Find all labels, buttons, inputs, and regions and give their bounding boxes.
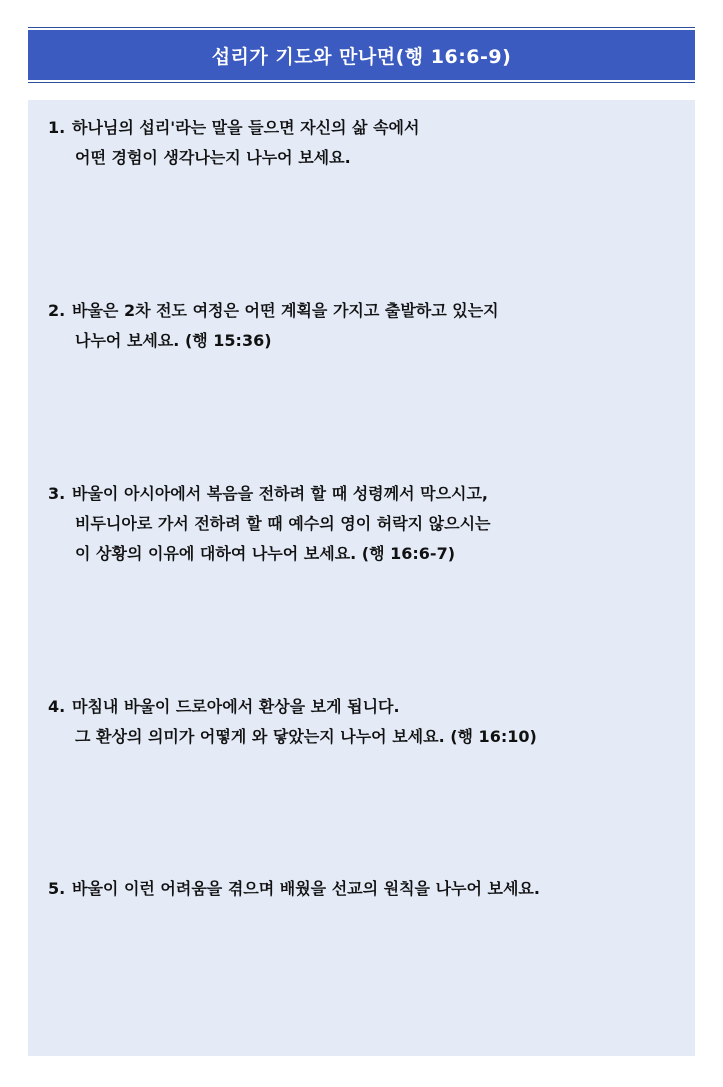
question-line — [48, 296, 675, 326]
question-number: 3. — [48, 484, 66, 503]
question-text: 비두니아로 가서 전하려 할 때 예수의 영이 허락지 않으시는 — [75, 514, 491, 533]
question-line — [48, 692, 675, 722]
question-number: 4. — [48, 697, 66, 716]
page-title: 섭리가 기도와 만나면(행 16:6-9) — [211, 45, 512, 68]
question-1 — [48, 113, 675, 173]
title-banner — [28, 30, 695, 80]
question-line — [48, 113, 675, 143]
question-line — [48, 479, 675, 509]
question-text: 바울은 2차 전도 여정은 어떤 계획을 가지고 출발하고 있는지 — [72, 301, 499, 320]
question-2 — [48, 296, 675, 356]
questions-panel — [28, 100, 695, 1056]
question-text: 바울이 아시아에서 복음을 전하려 할 때 성령께서 막으시고, — [72, 484, 489, 503]
question-3 — [48, 479, 675, 569]
question-4 — [48, 692, 675, 752]
question-text: 그 환상의 의미가 어떻게 와 닿았는지 나누어 보세요. (행 16:10) — [75, 727, 537, 746]
title-bar — [28, 27, 695, 83]
question-number: 1. — [48, 118, 66, 137]
question-number: 5. — [48, 879, 66, 898]
question-text: 마침내 바울이 드로아에서 환상을 보게 됩니다. — [72, 697, 400, 716]
question-text: 나누어 보세요. (행 15:36) — [75, 331, 272, 350]
question-5 — [48, 874, 675, 904]
question-text: 바울이 이런 어려움을 겪으며 배웠을 선교의 원칙을 나누어 보세요. — [72, 879, 540, 898]
question-text: 하나님의 섭리'라는 말을 들으면 자신의 삶 속에서 — [72, 118, 420, 137]
question-number: 2. — [48, 301, 66, 320]
question-text: 이 상황의 이유에 대하여 나누어 보세요. (행 16:6-7) — [75, 544, 456, 563]
question-line — [48, 874, 675, 904]
question-text: 어떤 경험이 생각나는지 나누어 보세요. — [75, 148, 351, 167]
